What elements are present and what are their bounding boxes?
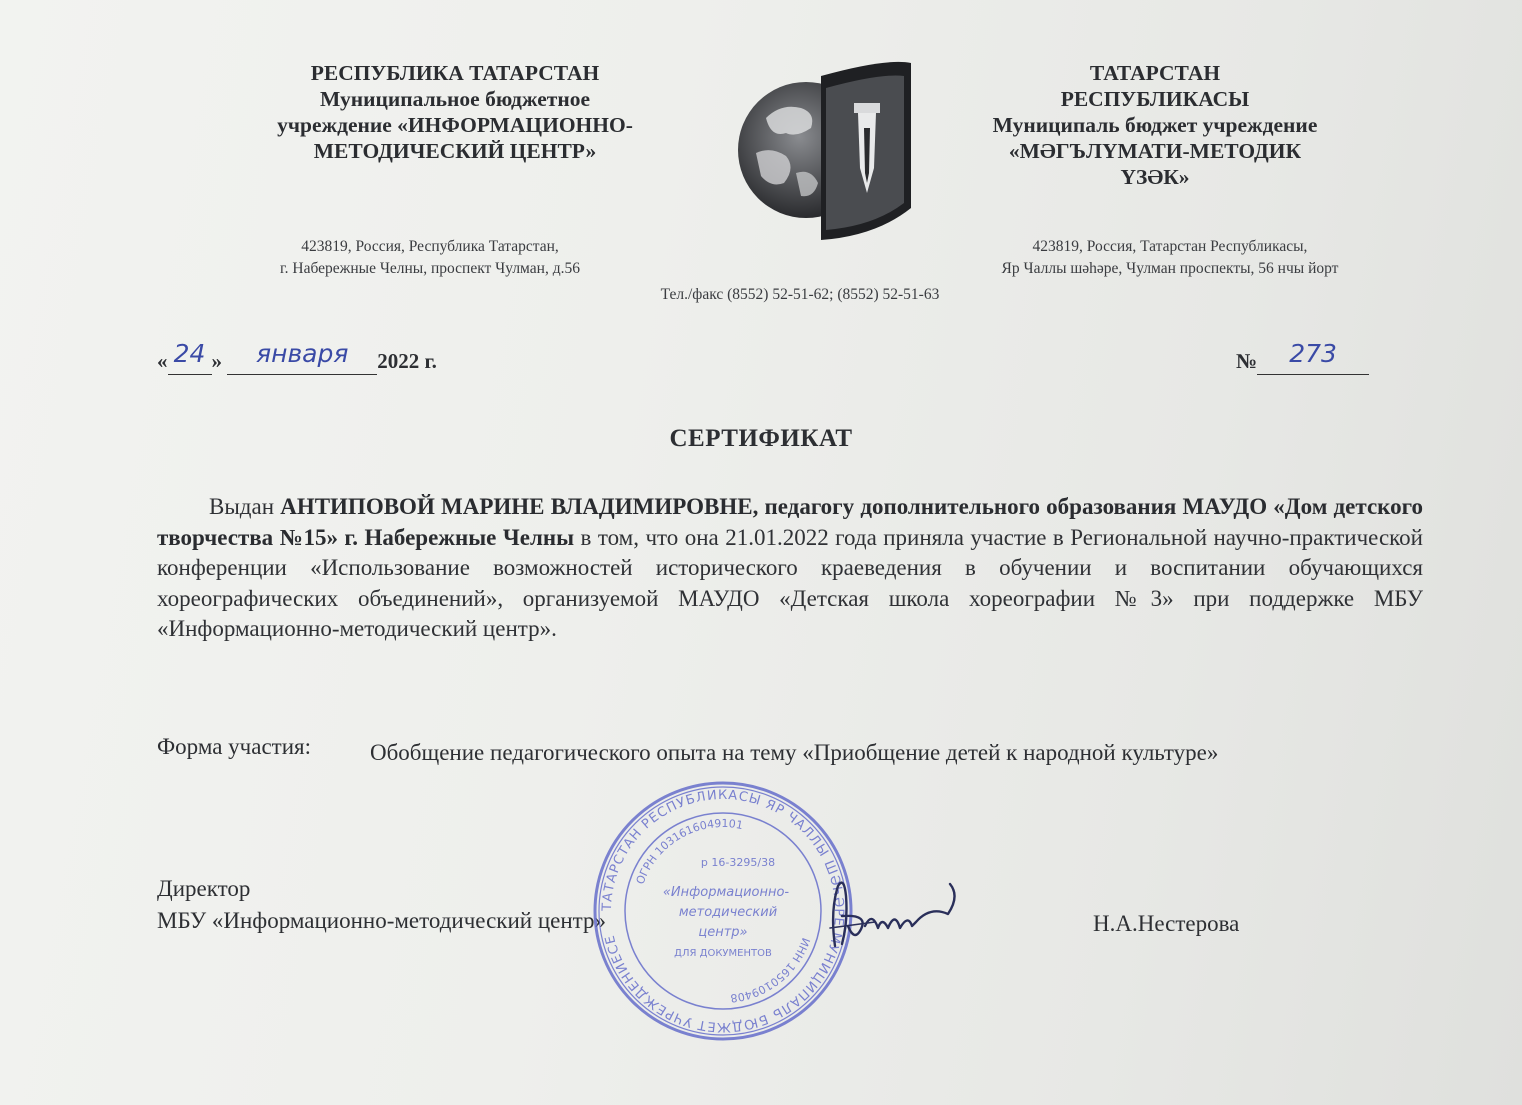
address-left-line1: 423819, Россия, Республика Татарстан, [301, 238, 559, 255]
stamp-center3: центр» [698, 925, 748, 940]
phone-fax: Тел./факс (8552) 52-51-62; (8552) 52-51-63 [660, 286, 940, 303]
date-day: 24 [173, 339, 206, 368]
date-day-field [168, 339, 212, 375]
date-close-quote: » [211, 349, 222, 373]
certificate-title: СЕРТИФИКАТ [669, 425, 853, 452]
date-year: 2022 г. [377, 349, 437, 373]
number-label: № [1236, 349, 1258, 373]
date-month-field [227, 339, 377, 375]
certificate-body [157, 492, 1423, 645]
header-left-line2: Муниципальное бюджетное [319, 87, 591, 111]
date-month: января [256, 339, 349, 368]
stamp-center2: методический [678, 905, 778, 920]
header-right-line3: Муниципаль бюджет учреждение [992, 113, 1318, 137]
header-right-line4: «МӘГЪЛҮМАТИ-МЕТОДИК [1008, 139, 1302, 163]
date-open-quote: « [157, 349, 168, 373]
signatory-org: МБУ «Информационно-методический центр» [157, 908, 606, 933]
header-left [230, 60, 680, 164]
participation-value: Обобщение педагогического опыта на тему «Приобщение детей к народной культуре» [370, 740, 1219, 765]
address-right-line1: 423819, Россия, Татарстан Республикасы, [1032, 238, 1308, 255]
header-right-line1: ТАТАРСТАН [1089, 61, 1221, 85]
address-left-line2: г. Набережные Челны, проспект Чулман, д.56 [280, 260, 580, 277]
header-right [935, 60, 1375, 190]
signatory-block [157, 873, 606, 937]
signatory-title: Директор [157, 876, 251, 901]
body-text: в том, что она 21.01.2022 года приняла участие в Региональной научно-практической конференции «Использование возможностей исторического краеведения в обучении и воспитании обучающихся хореографических объединений», организуемой МАУДО «Детская школа хореографии №3» при поддержке МБУ «Информационно-методический центр». [157, 524, 1423, 641]
stamp-outer-text: ТАТАРСТАН РЕСПУБЛИКАСЫ ЯР ЧАЛЛЫ ШӘҺӘРЕ МУНИЦИПАЛЬ БЮДЖЕТ УЧРЕЖДЕНИЕСЕ [599, 787, 847, 1035]
handwritten-signature [800, 856, 990, 966]
header-left-line3: учреждение «ИНФОРМАЦИОННО- [277, 113, 633, 137]
header-left-line1: РЕСПУБЛИКА ТАТАРСТАН [310, 61, 600, 85]
stamp-inn-text: ИНН 1650109408 [729, 935, 813, 1005]
signatory-name: Н.А.Нестерова [1093, 911, 1240, 936]
stamp-center4: ДЛЯ ДОКУМЕНТОВ [674, 948, 772, 959]
issued-word: Выдан [209, 494, 281, 519]
header-right-line2: РЕСПУБЛИКАСЫ [1060, 87, 1250, 111]
stamp-center1: «Информационно- [662, 885, 790, 900]
organization-logo [726, 58, 916, 243]
number-field [1257, 339, 1369, 375]
stamp-inner-text1: ОГРН 1031616049101 [633, 816, 745, 887]
header-left-line4: МЕТОДИЧЕСКИЙ ЦЕНТР» [313, 139, 597, 163]
document-number [1236, 339, 1369, 375]
stamp-reg: р 16-3295/38 [700, 856, 776, 869]
document-date [157, 339, 437, 375]
address-right-line2: Яр Чаллы шәһәре, Чулман проспекты, 56 нчы йорт [1001, 260, 1339, 277]
address-right [905, 236, 1435, 280]
header-right-line5: ҮЗӘК» [1120, 165, 1190, 189]
recipient-name: АНТИПОВОЙ МАРИНЕ ВЛАДИМИРОВНЕ, педагогу дополнительного образования МАУДО «Дом детского творчества №15» г. Набережные Челны [157, 494, 1423, 550]
number-value: 273 [1289, 339, 1337, 368]
address-left [200, 236, 660, 280]
participation-label: Форма участия: [157, 734, 311, 759]
